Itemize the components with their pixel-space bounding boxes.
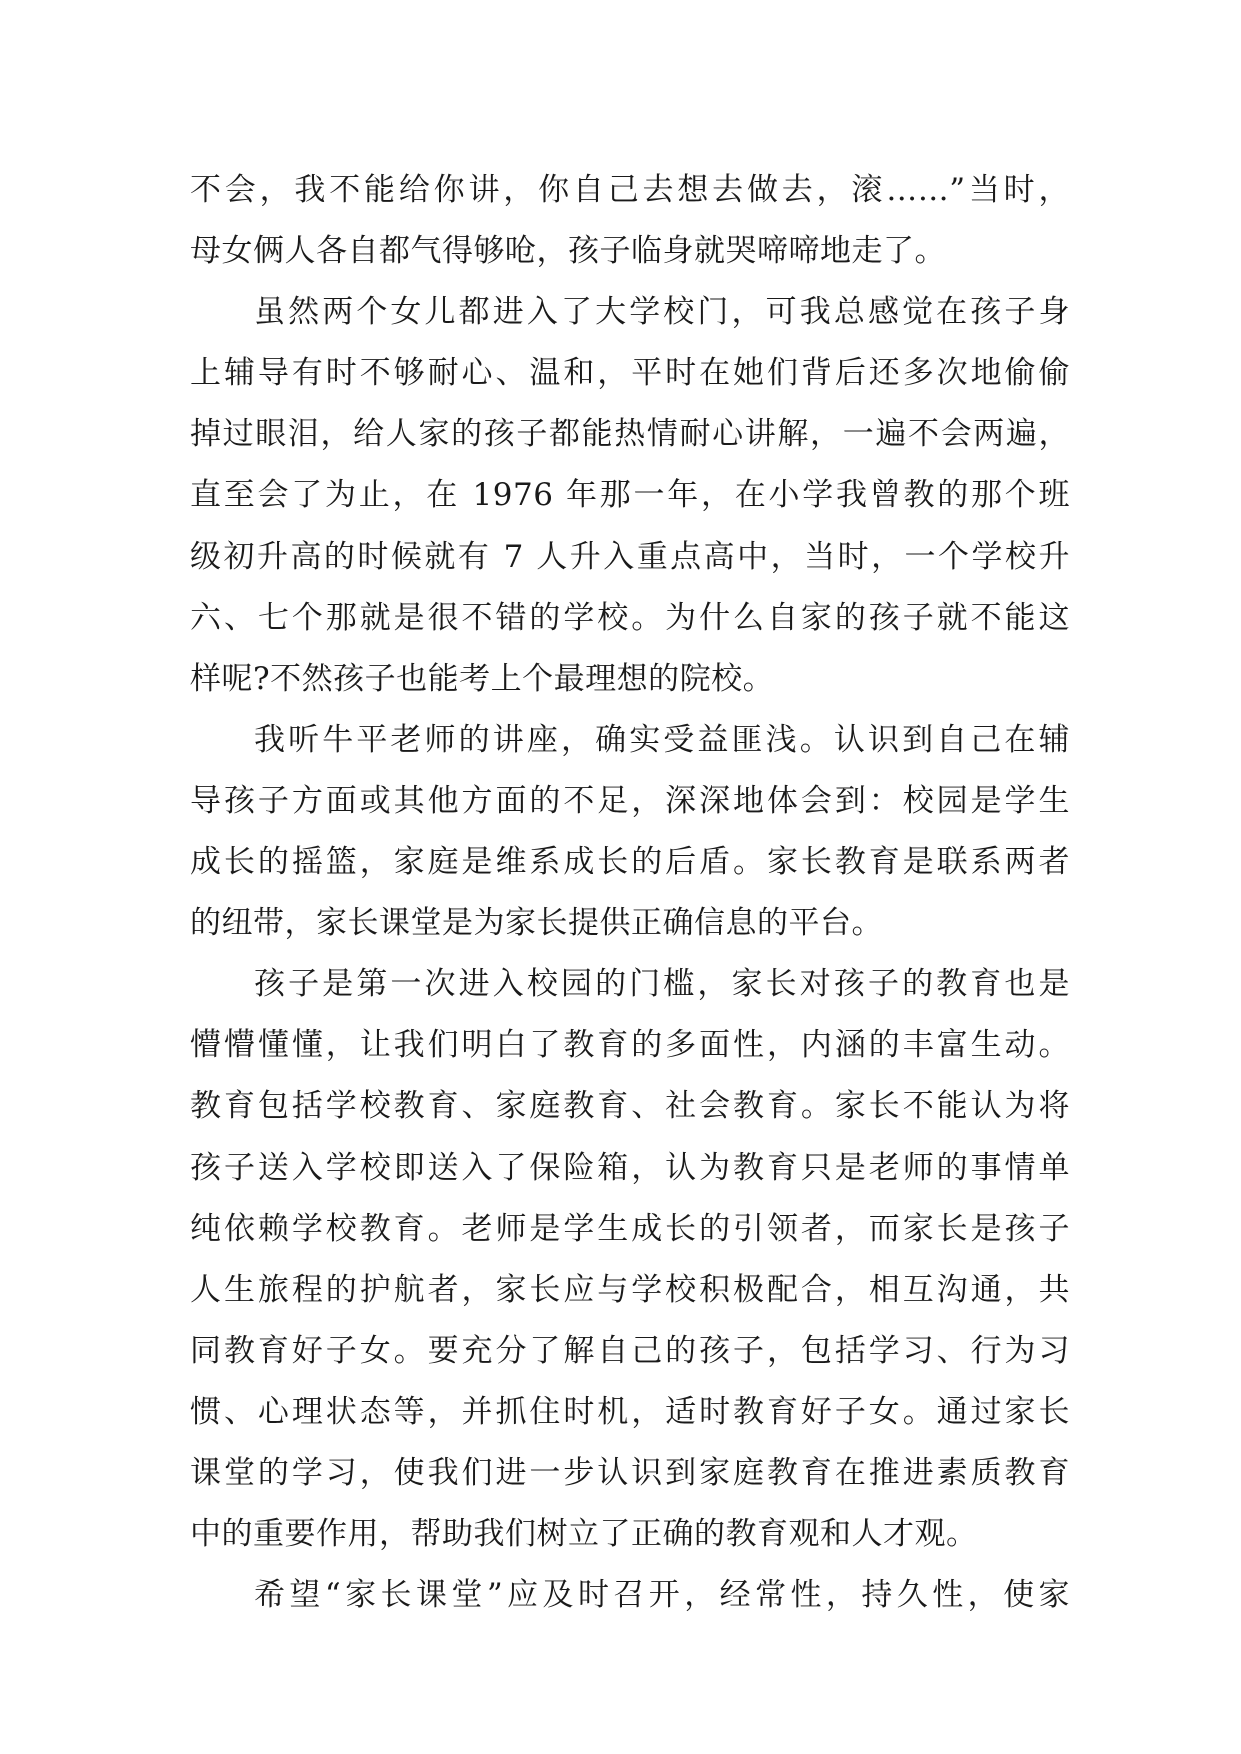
paragraph-first-line: 我听牛平老师的讲座，确实受益匪浅。认识到自己在辅 — [254, 721, 1070, 758]
text-line: 成长的摇篮，家庭是维系成长的后盾。家长教育是联系两者 — [190, 844, 1070, 881]
text-line: 导孩子方面或其他方面的不足，深深地体会到：校园是学生 — [190, 782, 1070, 819]
document-body — [190, 160, 1070, 1626]
text-line: 中的重要作用，帮助我们树立了正确的教育观和人才观。 — [190, 1516, 978, 1553]
text-line: 的纽带，家长课堂是为家长提供正确信息的平台。 — [190, 905, 883, 942]
text-line: 同教育好子女。要充分了解自己的孩子，包括学习、行为习 — [190, 1332, 1070, 1369]
text-line: 教育包括学校教育、家庭教育、社会教育。家长不能认为将 — [190, 1088, 1070, 1125]
paragraph-first-line: 希望“家长课堂”应及时召开，经常性，持久性，使家 — [254, 1577, 1070, 1614]
text-line: 母女俩人各自都气得够呛，孩子临身就哭啼啼地走了。 — [190, 233, 946, 270]
text-line: 掉过眼泪，给人家的孩子都能热情耐心讲解，一遍不会两遍， — [190, 416, 1070, 453]
text-line: 上辅导有时不够耐心、温和，平时在她们背后还多次地偷偷 — [190, 355, 1070, 392]
text-line: 不会，我不能给你讲，你自己去想去做去，滚……”当时， — [190, 172, 1070, 208]
text-line: 课堂的学习，使我们进一步认识到家庭教育在推进素质教育 — [190, 1454, 1070, 1491]
text-line: 人生旅程的护航者，家长应与学校积极配合，相互沟通，共 — [190, 1271, 1070, 1308]
paragraph-first-line: 虽然两个女儿都进入了大学校门，可我总感觉在孩子身 — [254, 294, 1070, 331]
text-line: 孩子送入学校即送入了保险箱，认为教育只是老师的事情单 — [190, 1149, 1070, 1186]
text-line: 惯、心理状态等，并抓住时机，适时教育好子女。通过家长 — [190, 1393, 1070, 1430]
paragraph-first-line: 孩子是第一次进入校园的门槛，家长对孩子的教育也是 — [254, 966, 1070, 1003]
text-line: 直至会了为止，在 1976 年那一年，在小学我曾教的那个班 — [190, 477, 1070, 514]
text-line: 级初升高的时候就有 7 人升入重点高中，当时，一个学校升 — [190, 538, 1070, 575]
text-line: 六、七个那就是很不错的学校。为什么自家的孩子就不能这 — [190, 599, 1070, 636]
text-line: 纯依赖学校教育。老师是学生成长的引领者，而家长是孩子 — [190, 1210, 1070, 1247]
text-line: 样呢?不然孩子也能考上个最理想的院校。 — [190, 660, 775, 697]
text-line: 懵懵懂懂，让我们明白了教育的多面性，内涵的丰富生动。 — [190, 1027, 1070, 1064]
